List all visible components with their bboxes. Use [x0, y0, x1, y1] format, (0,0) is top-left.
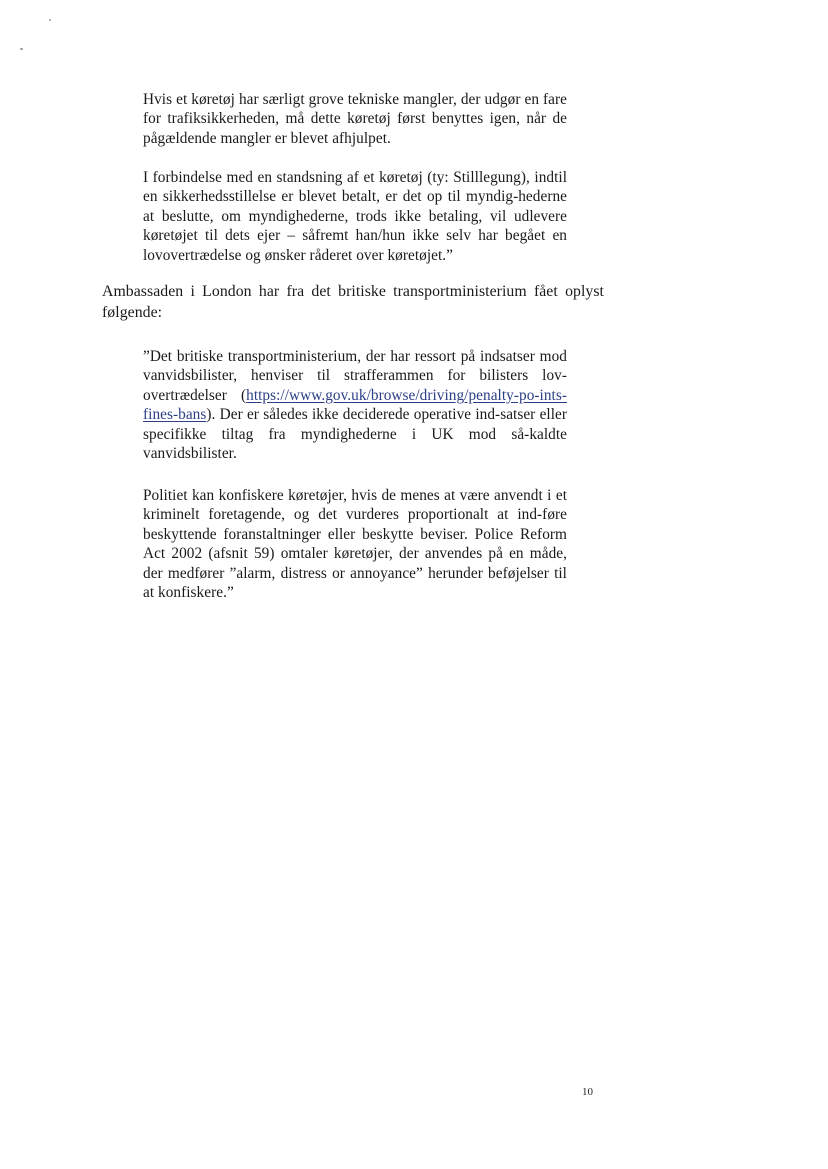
quote-text-before-link: ”Det britiske transportministerium, der har ressort på indsatser mod vanvidsbilister, henviser til strafferammen for bilisters lov-overtrædelser ( — [143, 348, 567, 404]
quote-paragraph-uk-ministry — [143, 347, 567, 463]
quote-paragraph-impoundment: I forbindelse med en standsning af et køretøj (ty: Stilllegung), indtil en sikkerhedsstillelse er blevet betalt, er det op til myndig-hederne at beslutte, om myndighederne, trods ikke betaling, vil udlevere køretøjet til dets ejer – såfremt han/hun ikke selv har begået en lovovertrædelse og ønsker råderet over køretøjet.” — [143, 169, 567, 264]
body-paragraph-embassy: Ambassaden i London har fra det britiske transportministerium fået oplyst følgende: — [102, 283, 604, 321]
quote-text-after-link: ). Der er således ikke deciderede operative ind-satser eller specifikke tiltag fra myndighederne i UK mod så-kaldte vanvidsbilister. — [143, 406, 567, 463]
quote-paragraph-police: Politiet kan konfiskere køretøjer, hvis de menes at være anvendt i et kriminelt foretagende, og det vurderes proportionalt at ind-føre beskyttende foranstaltninger eller beskytte beviser. Police Reform Act 2002 (afsnit 59) omtaler køretøjer, der anvendes på en måde, der medfører ”alarm, distress or annoyance” herunder beføjelser til at konfiskere.” — [143, 487, 567, 602]
scan-speck — [20, 48, 23, 50]
quote-paragraph-defects: Hvis et køretøj har særligt grove tekniske mangler, der udgør en fare for trafiksikkerheden, må dette køretøj først benyttes igen, når de pågældende mangler er blevet afhjulpet. — [143, 91, 567, 147]
scan-speck — [49, 19, 51, 21]
page-number: 10 — [582, 1086, 593, 1098]
gov-uk-penalty-link[interactable]: https://www.gov.uk/browse/driving/penalty-po-ints-fines-bans — [143, 386, 567, 424]
